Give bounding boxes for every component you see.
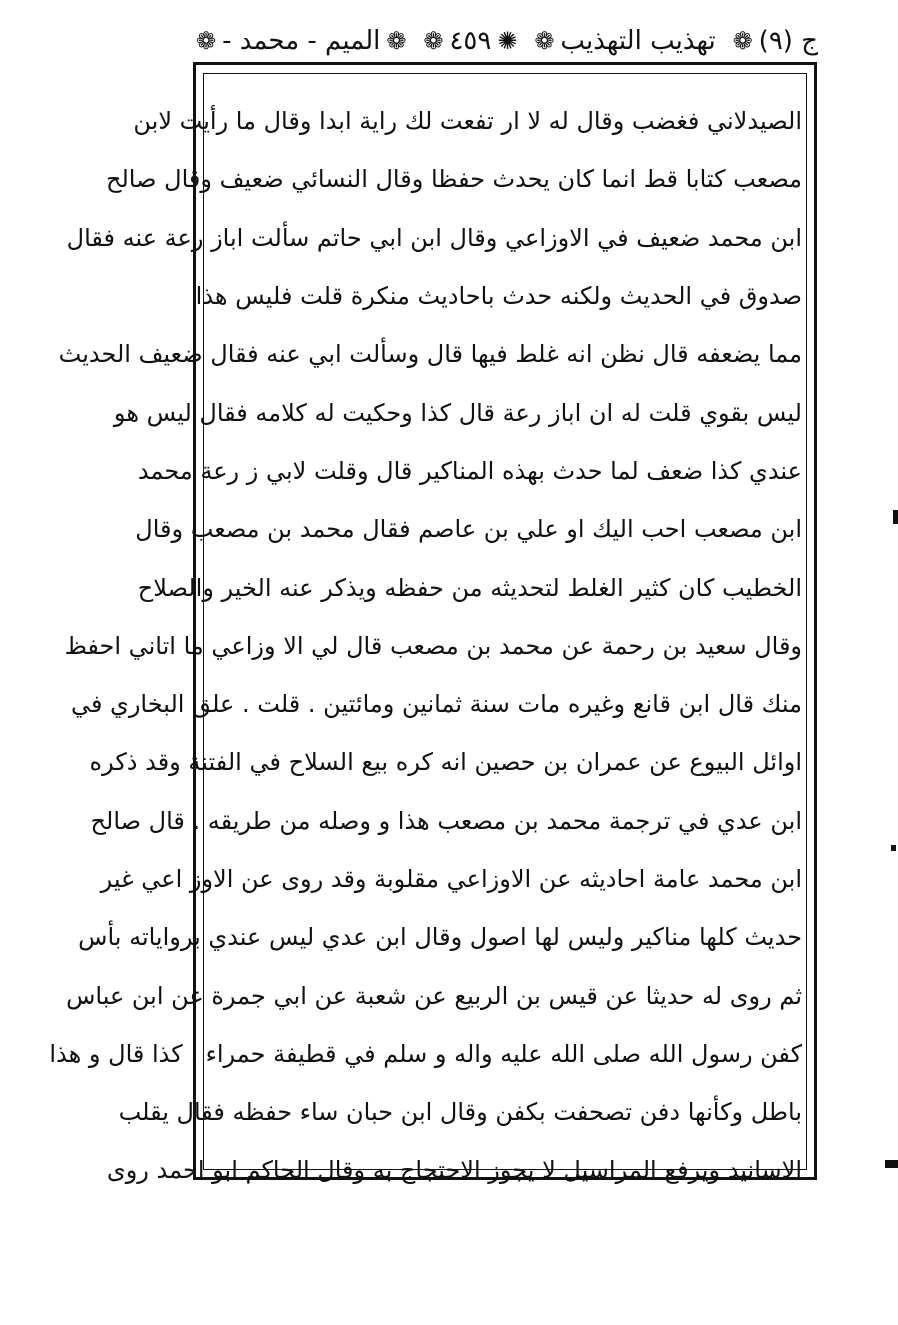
body-text xyxy=(49,92,802,1200)
text-line: باطل وكأنها دفن تصحفت بكفن وقال ابن حبان ساء حفظه فقال يقلب xyxy=(118,1098,802,1127)
text-line: الخطيب كان كثير الغلط لتحديثه من حفظه ويذكر عنه الخير والصلاح xyxy=(137,573,802,602)
text-line: ابن محمد ضعيف في الاوزاعي وقال ابن ابي حاتم سألت اباز رعة عنه فقال xyxy=(66,223,802,252)
ornament-icon: ❁ xyxy=(386,27,407,55)
volume-label xyxy=(733,28,818,54)
scan-mark xyxy=(893,510,898,524)
volume-number: ج (٩) xyxy=(758,26,818,56)
ornament-icon: ❁ xyxy=(732,27,753,55)
text-line: ليس بقوي قلت له ان اباز رعة قال كذا وحكيت له كلامه فقال ليس هو xyxy=(113,398,802,427)
text-line: كفن رسول الله صلى الله عليه واله و سلم في قطيفة حمراء . كذا قال و هذا xyxy=(49,1039,802,1068)
text-line: مصعب كتابا قط انما كان يحدث حفظا وقال النسائي ضعيف وقال صالح xyxy=(106,165,802,194)
text-line: ابن عدي في ترجمة محمد بن مصعب هذا و وصله من طريقه . قال صالح xyxy=(90,806,802,835)
text-line: ابن مصعب احب اليك او علي بن عاصم فقال محمد بن مصعب وقال xyxy=(135,515,802,544)
ornament-icon: ❁ xyxy=(423,27,444,55)
ornament-icon: ✺ xyxy=(497,27,518,55)
section-group xyxy=(196,28,407,54)
text-line: اوائل البيوع عن عمران بن حصين انه كره بيع السلاح في الفتنة وقد ذكره xyxy=(89,748,802,777)
book-title: تهذيب التهذيب xyxy=(560,26,716,56)
text-line: ابن محمد عامة احاديثه عن الاوزاعي مقلوبة وقد روى عن الاوز اعي غير xyxy=(100,865,802,893)
page-number: ٤٥٩ xyxy=(449,26,492,56)
text-line: وقال سعيد بن رحمة عن محمد بن مصعب قال لي الا وزاعي ما اتاني احفظ xyxy=(64,631,802,660)
scan-mark xyxy=(891,845,896,851)
page-header xyxy=(196,18,818,64)
book-title-group xyxy=(534,28,715,54)
text-line: مما يضعفه قال نظن انه غلط فيها قال وسألت ابي عنه فقال ضعيف الحديث xyxy=(58,340,802,369)
page-number-group xyxy=(423,28,517,54)
text-line: صدوق في الحديث ولكنه حدث باحاديث منكرة قلت فليس هذا xyxy=(195,282,802,311)
ornament-icon: ❁ xyxy=(534,27,555,55)
text-line: منك قال ابن قانع وغيره مات سنة ثمانين ومائتين . قلت . علق البخاري في xyxy=(70,690,802,719)
text-line: حديث كلها مناكير وليس لها اصول وقال ابن عدي ليس عندي برواياته بأس xyxy=(78,923,802,952)
section-title: الميم - محمد - xyxy=(222,26,381,56)
text-line: عندي كذا ضعف لما حدث بهذه المناكير قال وقلت لابي ز رعة محمد xyxy=(137,456,802,485)
text-line: الصيدلاني فغضب وقال له لا ار تفعت لك راية ابدا وقال ما رأيت لابن xyxy=(133,107,802,136)
ornament-icon: ❁ xyxy=(196,27,217,55)
text-line: ثم روى له حديثا عن قيس بن الربيع عن شعبة عن ابي جمرة عن ابن عباس xyxy=(66,981,802,1010)
text-line: الاسانيد ويرفع المراسيل لا يجوز الاحتجاج به وقال الحاكم ابو احمد روى xyxy=(106,1156,802,1185)
scan-mark xyxy=(885,1160,898,1168)
